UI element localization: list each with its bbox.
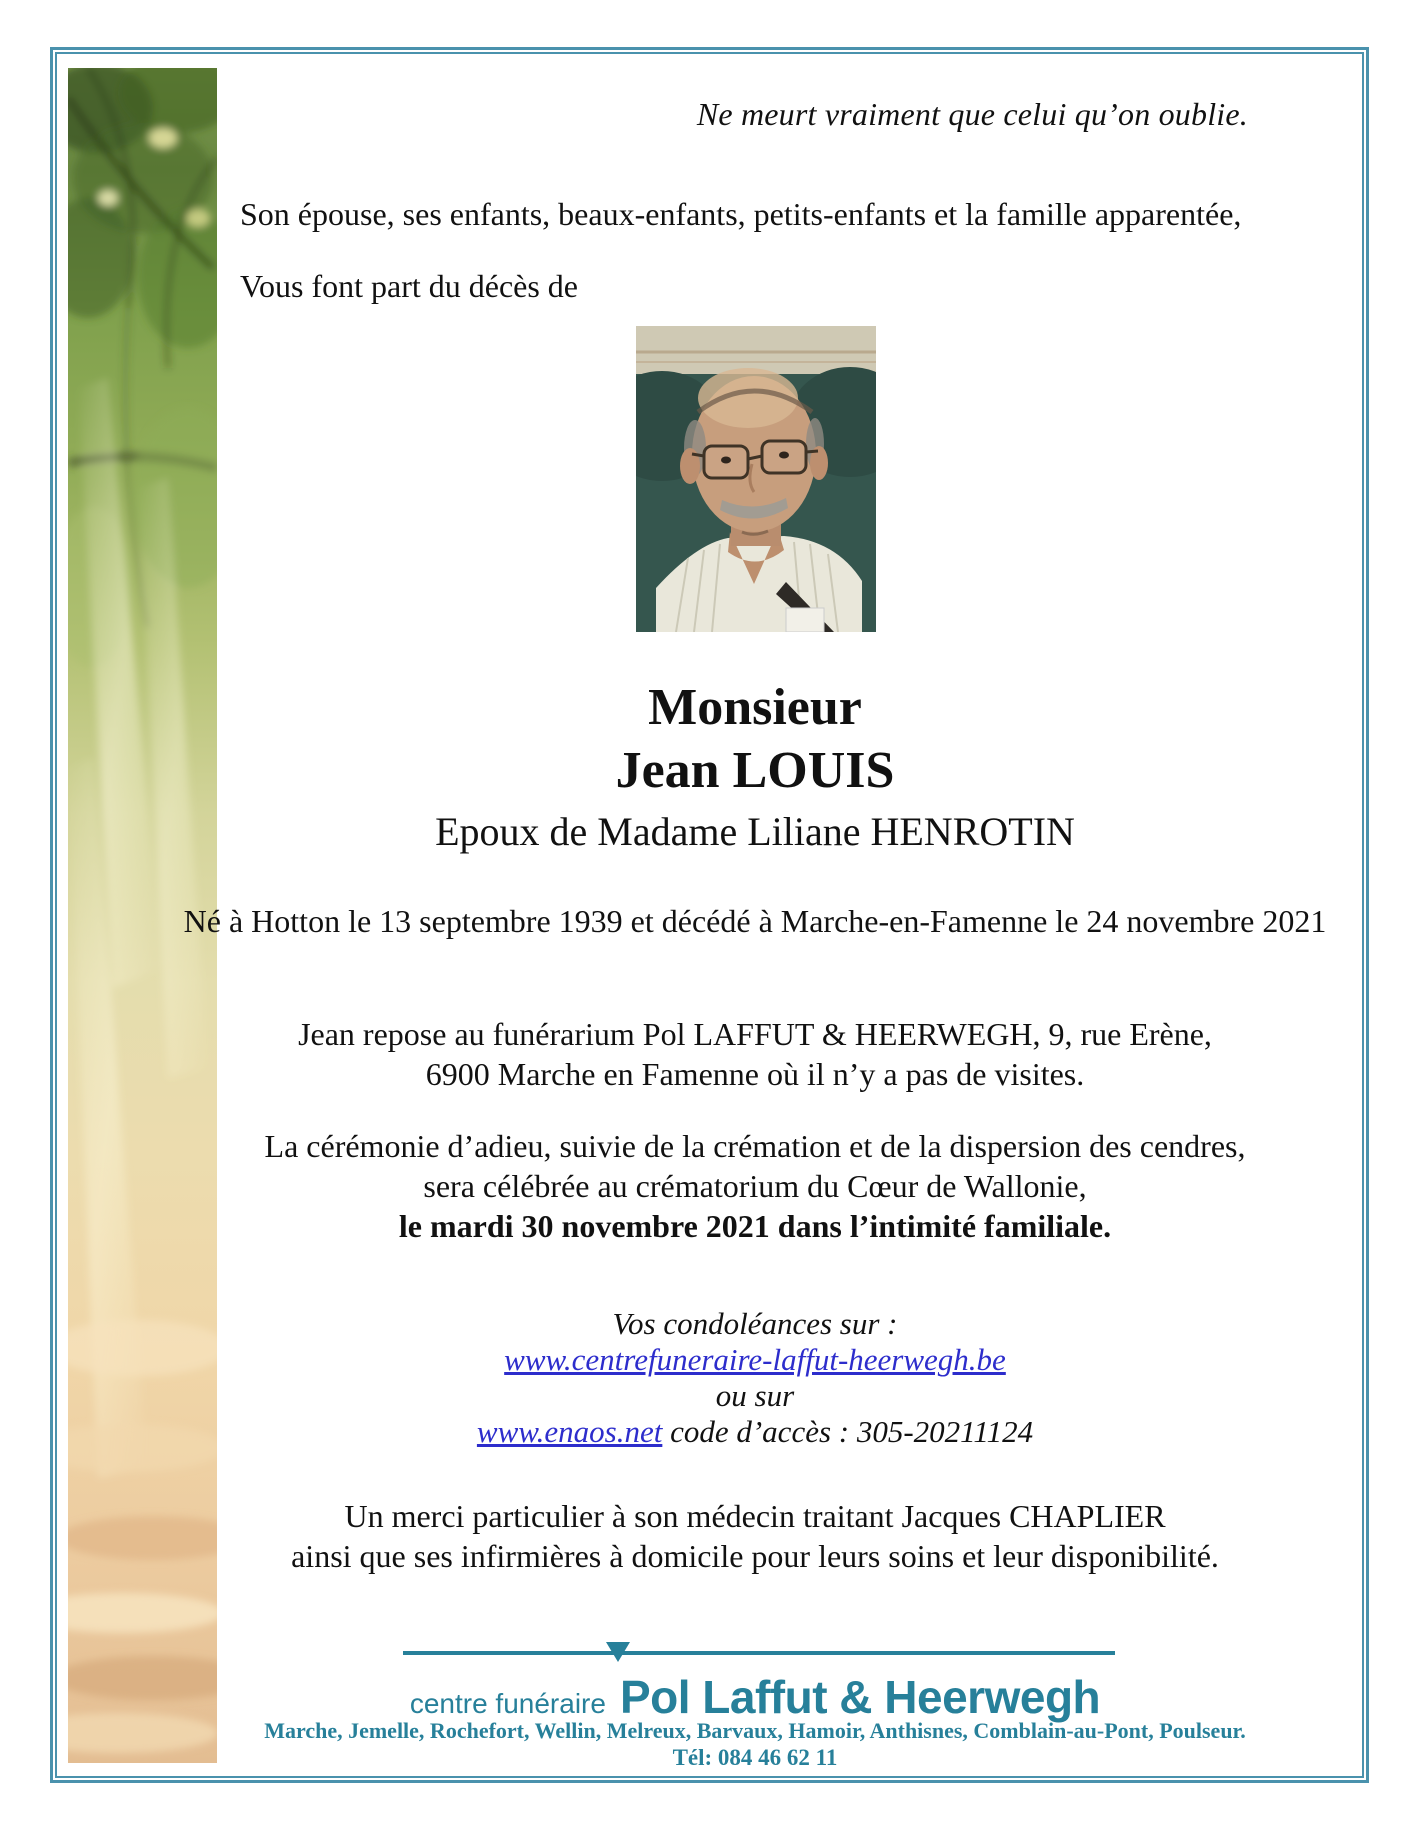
condolence-link-secondary[interactable]: www.enaos.net bbox=[476, 1414, 663, 1449]
ceremony-line-2: sera célébrée au crématorium du Cœur de Wallonie, bbox=[423, 1168, 1087, 1204]
phone-number: Tél: 084 46 62 11 bbox=[672, 1745, 838, 1770]
branch-locations: Marche, Jemelle, Rochefort, Wellin, Melreux, Barvaux, Hamoir, Anthisnes, Comblain-au-Pont, Poulseur. bbox=[264, 1718, 1246, 1743]
deceased-name-block bbox=[160, 676, 1350, 858]
thanks-paragraph bbox=[160, 1496, 1350, 1576]
repose-line-2: 6900 Marche en Famenne où il n’y a pas de visites. bbox=[425, 1056, 1085, 1092]
condolences-secondary-line bbox=[160, 1414, 1350, 1450]
condolence-link-primary[interactable]: www.centrefuneraire-laffut-heerwegh.be bbox=[504, 1342, 1006, 1377]
brand-prefix: centre funéraire bbox=[409, 1688, 606, 1719]
deceased-name: Jean LOUIS bbox=[615, 742, 895, 799]
thanks-line-2: ainsi que ses infirmières à domicile pour leurs soins et leur disponibilité. bbox=[291, 1538, 1219, 1574]
triangle-down-icon bbox=[606, 1642, 630, 1662]
repose-paragraph bbox=[160, 1014, 1350, 1094]
decease-announcement-line: Vous font part du décès de bbox=[240, 268, 578, 304]
birth-death-line: Né à Hotton le 13 septembre 1939 et décédé à Marche-en-Famenne le 24 novembre 2021 bbox=[183, 903, 1327, 939]
funeral-home-brand bbox=[160, 1670, 1350, 1724]
brand-name: Pol Laffut & Heerwegh bbox=[619, 1671, 1101, 1723]
ceremony-line-1: La cérémonie d’adieu, suivie de la crémation et de la dispersion des cendres, bbox=[264, 1128, 1246, 1164]
spouse-line: Epoux de Madame Liliane HENROTIN bbox=[435, 809, 1075, 854]
condolences-intro: Vos condoléances sur : bbox=[612, 1306, 898, 1341]
brand-name-wrap bbox=[620, 1670, 1100, 1724]
memorial-quote: Ne meurt vraiment que celui qu’on oublie. bbox=[696, 96, 1248, 132]
ceremony-paragraph bbox=[160, 1126, 1350, 1246]
condolences-or-text: ou sur bbox=[715, 1378, 795, 1413]
deceased-portrait bbox=[636, 326, 876, 632]
condolences-block bbox=[160, 1306, 1350, 1450]
access-code-text: code d’accès : 305-20211124 bbox=[662, 1414, 1034, 1449]
portrait-illustration bbox=[636, 326, 876, 632]
deceased-title: Monsieur bbox=[648, 679, 862, 736]
repose-line-1: Jean repose au funérarium Pol LAFFUT & HEERWEGH, 9, rue Erène, bbox=[298, 1016, 1212, 1052]
family-announcement-line: Son épouse, ses enfants, beaux-enfants, petits-enfants et la famille apparentée, bbox=[240, 196, 1242, 232]
footer-divider bbox=[403, 1651, 1115, 1655]
ceremony-date-line: le mardi 30 novembre 2021 dans l’intimité familiale. bbox=[398, 1208, 1112, 1244]
thanks-line-1: Un merci particulier à son médecin traitant Jacques CHAPLIER bbox=[344, 1498, 1166, 1534]
